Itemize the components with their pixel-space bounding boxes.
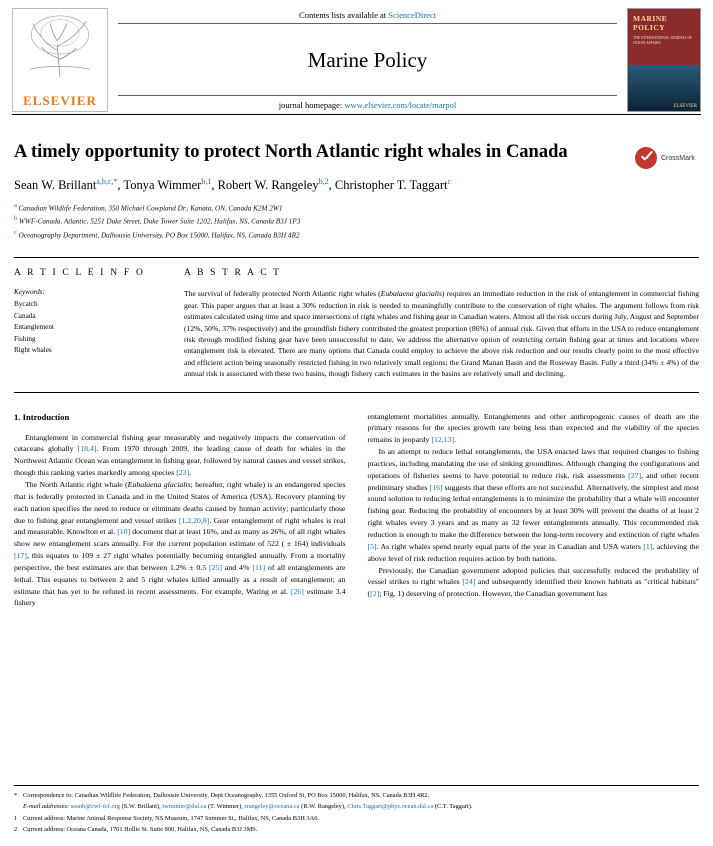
body-paragraph: entanglement mortalities annually. Entanglements and other anthropogenic causes of death are the primary reasons for the species growth rate being less than expected and the viability of the species remains in jeopardy [12,13]. <box>367 411 699 445</box>
affiliation-item <box>14 201 699 215</box>
article-info-column <box>14 268 166 379</box>
email-link[interactable]: seanb@cwf-fcf.org <box>70 803 120 811</box>
homepage-line <box>118 95 617 112</box>
body-paragraph: The North Atlantic right whale (Eubalaena glacialis; hereafter, right whale) is an endangered species that is federally protected in Canada and in the United States of America (USA). Recovery planning by each nation specifies the need to reduce or eliminate deaths caused by human activity; particularly those due to fishing gear entanglement and vessel strikes [1,2,20,8]. Gear entanglement of right whales is real and measurable. Knowlton et al. [10] document that at least 16%, and as many as 26%, of all right whales show new entanglement scars annually. For the current population estimate of 522 ( ± 164) individuals [17], this equates to 109 ± 27 right whales potentially becoming entangled annually. From a mortality perspective, the best estimates are that between 1.2% ± 0.5 [25] and 4% [11] of all entanglements are lethal. This equates to between 2 and 5 right whales killed annually as a result of entanglement; an estimate that has yet to be refuted in recent assessments. For example, Waring et al. [26] estimate 3.4 fishery <box>14 479 346 608</box>
homepage-url-link[interactable]: www.elsevier.com/locate/marpol <box>344 100 457 110</box>
contents-line <box>118 10 617 24</box>
elsevier-wordmark: ELSEVIER <box>23 93 97 108</box>
body-paragraph: Entanglement in commercial fishing gear measurably and negatively impacts the conservation of cetaceans globally [18,4]. From 1970 through 2009, the leading cause of death for whales in the Northwest Atlantic Ocean was entanglement in fishing gear, followed by natural causes and vessel strikes, though this ranking varies markedly among species [23]. <box>14 432 346 478</box>
keyword-item: Bycatch <box>14 300 38 309</box>
footnote-marker: * <box>14 792 18 799</box>
footnotes <box>14 785 699 836</box>
crossmark-badge[interactable] <box>635 143 699 173</box>
cover-title: MARINE POLICY <box>633 14 668 33</box>
footnote-correspondence <box>14 791 699 801</box>
article-page <box>0 8 713 846</box>
affiliation-list <box>14 201 699 242</box>
footnote-text: Current address: Marine Animal Response Society, NS Museum, 1747 Summer St., Halifax, NS, Canada B3H 3A6. <box>23 814 320 822</box>
page-title: A timely opportunity to protect North Atlantic right whales in Canada <box>14 142 568 162</box>
email-owner: (T. Wimmer), <box>208 803 243 811</box>
journal-title: Marine Policy <box>307 48 428 72</box>
affiliation-item <box>14 214 699 228</box>
body-right-paragraphs <box>368 411 700 601</box>
keyword-item: Entanglement <box>14 323 54 332</box>
email-link[interactable]: rrangeley@oceana.ca <box>244 803 300 811</box>
crossmark-icon <box>635 147 657 169</box>
footnote-marker: 1 <box>14 814 18 822</box>
cover-subtitle: THE INTERNATIONAL JOURNAL OF OCEAN AFFAIRS <box>633 35 693 46</box>
cover-publisher-logo: ELSEVIER <box>673 104 697 109</box>
contents-prefix: Contents lists available at <box>299 10 389 20</box>
elsevier-tree-icon <box>17 12 103 79</box>
footnote-text: Current address: Oceana Canada, 1701 Hollis St. Suite 800, Halifax, NS, Canada B3J 3M9. <box>23 825 258 833</box>
homepage-prefix: journal homepage: <box>278 100 345 110</box>
keyword-item: Fishing <box>14 334 36 343</box>
keywords-label: Keywords: <box>14 288 45 297</box>
email-owner: (C.T. Taggart). <box>434 803 473 811</box>
journal-cover-thumbnail <box>627 8 701 112</box>
footnote-item <box>14 814 699 824</box>
abstract-column <box>184 268 699 379</box>
section-heading-introduction: 1. Introduction <box>14 411 70 422</box>
affiliation-text: Canadian Wildlife Federation, 350 Michael Cowpland Dr., Kanata, ON, Canada K2M 2W1 <box>18 204 283 213</box>
email-owner: (S.W. Brillant), <box>121 803 161 811</box>
keyword-item: Canada <box>14 311 36 320</box>
footnote-emails <box>14 802 699 812</box>
email-link[interactable]: twimmer@dal.ca <box>162 803 207 811</box>
affiliation-text: WWF-Canada, Atlantic, 5251 Duke Street, Duke Tower Suite 1202, Halifax, NS, Canada B3J 1P3 <box>18 217 301 226</box>
body-left-paragraphs <box>14 432 346 610</box>
email-link[interactable]: Chris.Taggart@phys.ocean.dal.ca <box>347 803 434 811</box>
journal-masthead <box>12 8 701 115</box>
affiliation-item <box>14 228 699 242</box>
footnote-item <box>14 825 699 835</box>
footnote-marker: 2 <box>14 825 18 833</box>
title-block <box>14 141 699 241</box>
body-column-left <box>14 411 346 610</box>
affiliation-marker: b <box>14 215 19 223</box>
body-paragraph: In an attempt to reduce lethal entanglements, the USA enacted laws that required changes to fishing practices, including mandating the use of sinking groundlines. Although changing the configurations and operations of fisheries seems to have potential to reduce risk, risk assessments [27], and other recent preliminary studies [16] suggests that these efforts are not successful. Alternatively, the simplest and most sound solution to reducing lethal entanglements is to minimize the probability that a whale will encounter fishing gear. Reducing the probability of encounters by at least 30% will prevent the deaths of at least 2 right whales every 3 years and as many as 32 fewer entanglements annually. This recommended risk reduction is enough to make the difference between the long-term recovery and extinction of right whales [5]. As right whales spend nearly equal parts of the year in Canadian and USA waters [1], achieving the above level of risk reduction requires action by both nations. <box>367 447 700 563</box>
keywords-list <box>14 299 166 357</box>
sciencedirect-link[interactable]: ScienceDirect <box>388 10 436 20</box>
article-info-heading: A R T I C L E I N F O <box>14 268 146 279</box>
body-columns <box>14 411 699 610</box>
body-paragraph: Previously, the Canadian government adopted policies that successfully reduced the probability of vessel strikes to right whales [24] and subsequently identified their known habitats as "critical habitats" ([2]; Fig. 1) deserving of protection. However, the Canadian government has <box>367 565 699 599</box>
footnote-text: Correspondence to: Canadian Wildlife Federation, Dalhousie University, Dept Oceanography, 1355 Oxford St, PO Box 15000, Halifax, NS, Canada B3H 4R2. <box>23 792 430 799</box>
footnote-numbered-list <box>14 814 699 836</box>
abstract-heading: A B S T R A C T <box>184 268 282 279</box>
affiliation-marker: a <box>14 201 19 209</box>
journal-center <box>108 8 627 112</box>
affiliation-text: Oceanography Department, Dalhousie University, PO Box 15000, Halifax, NS, Canada B3H 4R2 <box>18 231 300 240</box>
affiliation-marker: c <box>14 228 19 236</box>
author-list: Sean W. Brillant$^{a,b,c,*}$, Tonya Wimmer$^{b,1}$, Robert W. Rangeley$^{b,2}$, Christopher T. Taggart$^c$ <box>14 177 452 193</box>
elsevier-logo <box>12 8 108 112</box>
keyword-item: Right whales <box>14 346 52 355</box>
email-owner: (R.W. Rangeley), <box>301 803 346 811</box>
crossmark-label: CrossMark <box>661 154 695 162</box>
info-abstract-band <box>14 257 699 392</box>
abstract-text: The survival of federally protected North Atlantic right whales (Eubalaena glacialis) requires an immediate reduction in the risk of entanglement in commercial fishing gear. This paper argues that at least a 30% reduction in risk is needed to meaningfully contribute to the conservation of right whales. The argument follows from risk estimates calculated using time and space intersections of right whales and fishing gear in Canadian waters. Almost all the risk occurs during July, August and September (12%, 50%, 37% respectively) and the groundfish fishery contributed the greatest proportion (86%) of annual risk. Given that efforts in the USA to reduce entanglement risk through modified fishing gear have been unsuccessful to date, we address the alternative option of restricting certain fishing gear at times and locations where entanglement risk is elevated. There are many options that Canada could employ to achieve the above risk reduction and our results clearly point to the most effective and efficient action being seasonally restricted fishing in two relatively small regions; the Grand Manan Basin and the Roseway Basin. Fully a third (34% ± 4%) of the annual risk is associated with these two basins, though fishery catch estimates in the basins are relatively small and declining. <box>184 289 699 379</box>
email-addresses-label: E-mail addresses: <box>23 803 70 811</box>
body-column-right <box>368 411 700 610</box>
